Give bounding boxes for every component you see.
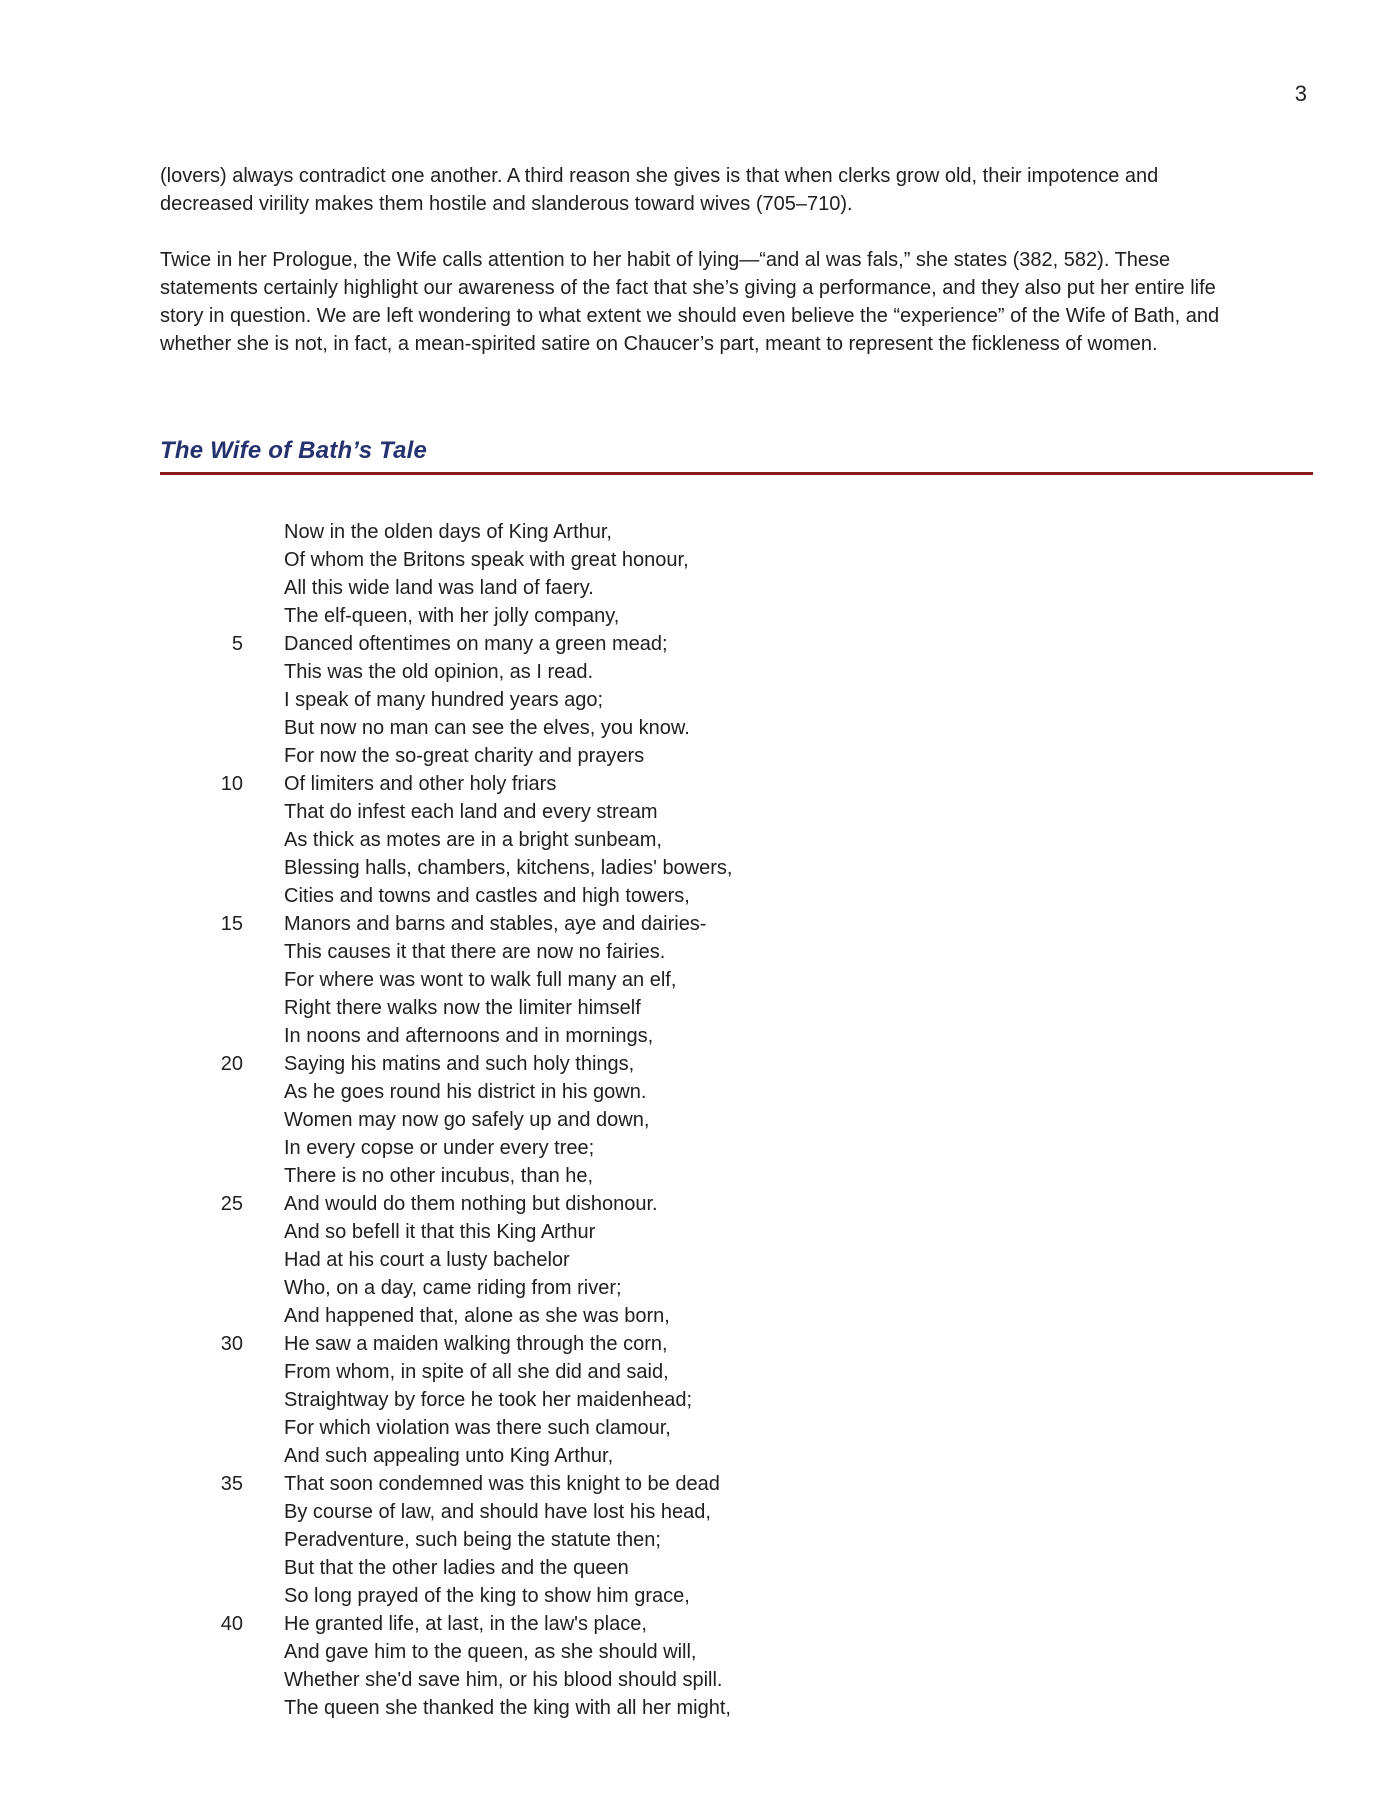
page-number: 3	[1294, 81, 1307, 106]
poem-line-text: This causes it that there are now no fairies.	[284, 941, 666, 963]
poem-line	[160, 714, 732, 742]
poem-line-text: From whom, in spite of all she did and said,	[284, 1361, 669, 1383]
poem-line	[160, 1582, 732, 1610]
poem-line	[160, 1078, 732, 1106]
poem-line	[160, 770, 732, 798]
poem-line	[160, 938, 732, 966]
poem-line-number: 5	[231, 633, 243, 655]
poem-line-text: I speak of many hundred years ago;	[284, 689, 604, 711]
poem-line	[160, 994, 732, 1022]
poem-line-text: And happened that, alone as she was born,	[284, 1305, 670, 1327]
poem-line	[160, 1414, 732, 1442]
poem-line	[160, 1358, 732, 1386]
poem-line-text: Whether she'd save him, or his blood should spill.	[284, 1669, 723, 1691]
poem-line	[160, 1218, 732, 1246]
poem-line-text: In noons and afternoons and in mornings,	[284, 1025, 654, 1047]
prose-line: story in question. We are left wondering to what extent we should even believe the “experience” of the Wife of Bath, and	[160, 305, 1220, 327]
poem-line	[160, 1442, 732, 1470]
poem-line	[160, 658, 732, 686]
prose-paragraph	[160, 246, 1219, 358]
poem-line-text: For now the so-great charity and prayers	[284, 745, 645, 767]
poem-line	[160, 574, 732, 602]
poem-line-text: And such appealing unto King Arthur,	[284, 1445, 614, 1467]
section-heading: The Wife of Bath’s Tale	[160, 437, 428, 464]
poem-line	[160, 1666, 732, 1694]
poem-line	[160, 630, 732, 658]
poem-line	[160, 882, 732, 910]
poem-line-text: And so befell it that this King Arthur	[284, 1221, 596, 1243]
poem-line	[160, 1470, 732, 1498]
prose-line: statements certainly highlight our awareness of the fact that she’s giving a performance, and they also put her entire life	[160, 277, 1216, 299]
poem-line-number: 30	[220, 1333, 243, 1355]
poem-line	[160, 1246, 732, 1274]
poem-line	[160, 546, 732, 574]
poem-line-text: This was the old opinion, as I read.	[284, 661, 594, 683]
poem-line-number: 25	[220, 1193, 243, 1215]
poem-line-text: Right there walks now the limiter himself	[284, 997, 641, 1019]
prose-paragraph	[160, 162, 1158, 218]
poem-line	[160, 1498, 732, 1526]
poem-line-text: He granted life, at last, in the law's place,	[284, 1613, 647, 1635]
prose-line: Twice in her Prologue, the Wife calls attention to her habit of lying—“and al was fals,” she states (382, 582). These	[160, 249, 1171, 271]
poem-line-number: 15	[220, 913, 243, 935]
poem-line	[160, 1386, 732, 1414]
poem-line	[160, 1302, 732, 1330]
poem-line	[160, 518, 732, 546]
prose-line: decreased virility makes them hostile and slanderous toward wives (705–710).	[160, 193, 853, 215]
poem-line	[160, 854, 732, 882]
poem-line-text: Women may now go safely up and down,	[284, 1109, 650, 1131]
poem-line-text: As he goes round his district in his gown.	[284, 1081, 647, 1103]
poem-line-text: Blessing halls, chambers, kitchens, ladies' bowers,	[284, 857, 733, 879]
poem-line-text: The elf-queen, with her jolly company,	[284, 605, 620, 627]
section-divider-rule	[160, 472, 1313, 475]
poem-line	[160, 798, 732, 826]
poem-line-text: Straightway by force he took her maidenhead;	[284, 1389, 693, 1411]
poem-line-text: Saying his matins and such holy things,	[284, 1053, 635, 1075]
poem-line-number: 35	[220, 1473, 243, 1495]
poem-line-text: Had at his court a lusty bachelor	[284, 1249, 570, 1271]
poem-line-text: For where was wont to walk full many an elf,	[284, 969, 677, 991]
poem-line	[160, 1638, 732, 1666]
poem-line-text: But that the other ladies and the queen	[284, 1557, 629, 1579]
poem-line-text: As thick as motes are in a bright sunbeam,	[284, 829, 662, 851]
poem-line-number: 40	[220, 1613, 243, 1635]
poem-line	[160, 1274, 732, 1302]
prose-line: (lovers) always contradict one another. A third reason she gives is that when clerks grow old, their impotence and	[160, 165, 1159, 187]
poem-line	[160, 602, 732, 630]
poem-line-text: Manors and barns and stables, aye and dairies-	[284, 913, 707, 935]
poem-line	[160, 1694, 732, 1722]
poem-line	[160, 1330, 732, 1358]
poem-line-text: Who, on a day, came riding from river;	[284, 1277, 622, 1299]
poem-line-text: But now no man can see the elves, you know.	[284, 717, 690, 739]
poem-line-text: Of limiters and other holy friars	[284, 773, 557, 795]
prose-line: whether she is not, in fact, a mean-spirited satire on Chaucer’s part, meant to represent the fickleness of women.	[160, 333, 1158, 355]
poem-line	[160, 1526, 732, 1554]
poem-line-text: Now in the olden days of King Arthur,	[284, 521, 612, 543]
poem-line	[160, 910, 732, 938]
poem-line-text: All this wide land was land of faery.	[284, 577, 594, 599]
poem-line	[160, 1134, 732, 1162]
poem-line	[160, 1610, 732, 1638]
poem-line-text: By course of law, and should have lost his head,	[284, 1501, 711, 1523]
poem-line-text: Of whom the Britons speak with great honour,	[284, 549, 689, 571]
poem-line	[160, 1554, 732, 1582]
poem-line	[160, 826, 732, 854]
poem-block	[160, 518, 732, 1722]
poem-line	[160, 1022, 732, 1050]
poem-line	[160, 1050, 732, 1078]
poem-line	[160, 686, 732, 714]
poem-line	[160, 1162, 732, 1190]
poem-line	[160, 1106, 732, 1134]
poem-line-text: And would do them nothing but dishonour.	[284, 1193, 658, 1215]
poem-line-text: For which violation was there such clamour,	[284, 1417, 671, 1439]
poem-line-text: Danced oftentimes on many a green mead;	[284, 633, 668, 655]
poem-line-text: That soon condemned was this knight to be dead	[284, 1473, 720, 1495]
poem-line-text: He saw a maiden walking through the corn,	[284, 1333, 668, 1355]
poem-line-number: 20	[220, 1053, 243, 1075]
poem-line-text: Peradventure, such being the statute then;	[284, 1529, 661, 1551]
poem-line-text: There is no other incubus, than he,	[284, 1165, 594, 1187]
poem-line-text: And gave him to the queen, as she should will,	[284, 1641, 697, 1663]
poem-line	[160, 1190, 732, 1218]
poem-line	[160, 742, 732, 770]
poem-line-text: In every copse or under every tree;	[284, 1137, 595, 1159]
poem-line-text: So long prayed of the king to show him grace,	[284, 1585, 690, 1607]
poem-line	[160, 966, 732, 994]
poem-line-text: That do infest each land and every stream	[284, 801, 658, 823]
poem-line-number: 10	[220, 773, 243, 795]
poem-line-text: The queen she thanked the king with all her might,	[284, 1697, 731, 1719]
poem-line-text: Cities and towns and castles and high towers,	[284, 885, 690, 907]
